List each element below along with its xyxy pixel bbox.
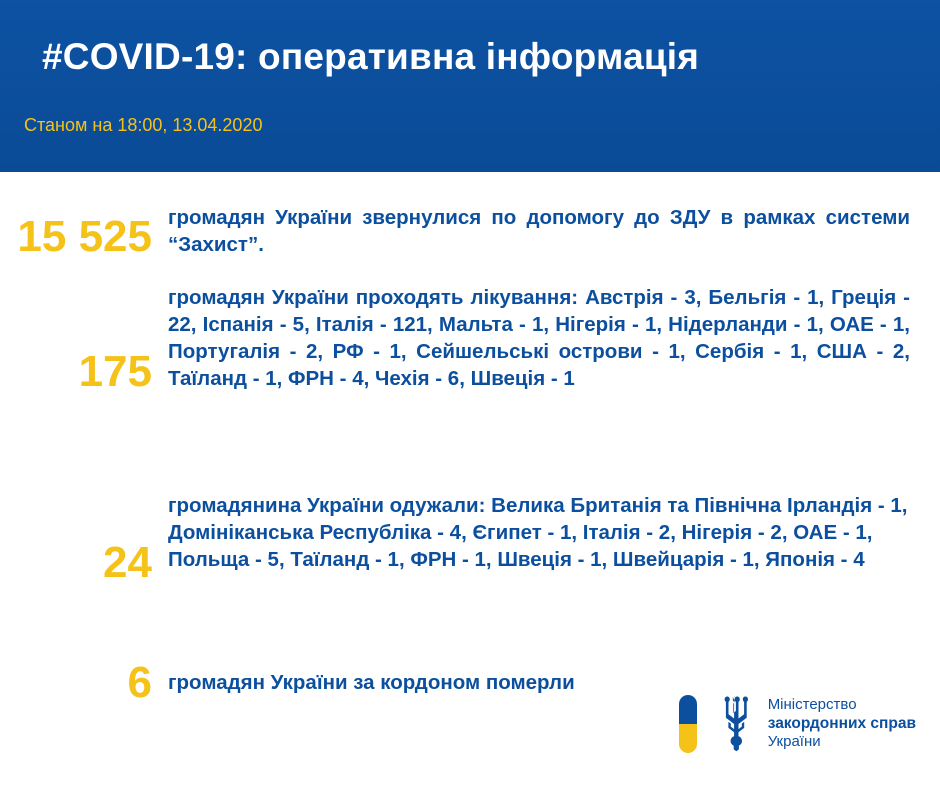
logo-line-1: Міністерство	[767, 696, 857, 714]
stat-row	[0, 284, 940, 395]
logo-text	[768, 696, 916, 752]
stat-description: громадян України за кордоном померли	[168, 671, 575, 694]
ministry-logo	[679, 692, 916, 756]
trident-icon	[709, 695, 755, 753]
header-timestamp: Станом на 18:00, 13.04.2020	[24, 115, 263, 135]
stat-number: 15 525	[17, 212, 152, 261]
logo-line-3: України	[767, 733, 821, 751]
stat-number: 24	[103, 538, 152, 587]
stat-description: громадян України звернулися по допомогу до ЗДУ в рамках системи “Захист”.	[168, 206, 910, 257]
stat-number: 175	[78, 347, 152, 396]
stat-description: громадян України проходять лікування: Австрія - 3, Бельгія - 1, Греція - 22, Іспанія - 5, Італія - 121, Мальта - 1, Нігерія - 1, Нідерланди - 1, ОАЕ - 1, Португалія - 2, РФ - 1, Сейшельські острови - 1, Сербія - 1, США - 2, Таїланд - 1, ФРН - 4, Чехія - 6, Швеція - 1	[168, 286, 910, 391]
stat-number: 6	[127, 658, 152, 707]
ukraine-flag-icon	[679, 695, 697, 753]
header-banner	[0, 0, 940, 172]
stat-row	[0, 492, 940, 586]
stat-row	[0, 204, 940, 260]
logo-line-2: закордонних справ	[767, 714, 916, 732]
page-title: #COVID-19: оперативна інформація	[42, 36, 700, 77]
stat-description: громадянина України одужали: Велика Британія та Північна Ірландія - 1, Домініканська Республіка - 4, Єгипет - 1, Італія - 2, Нігерія - 2, ОАЕ - 1, Польща - 5, Таїланд - 1, ФРН - 1, Швеція - 1, Швейцарія - 1, Японія - 4	[168, 494, 908, 572]
